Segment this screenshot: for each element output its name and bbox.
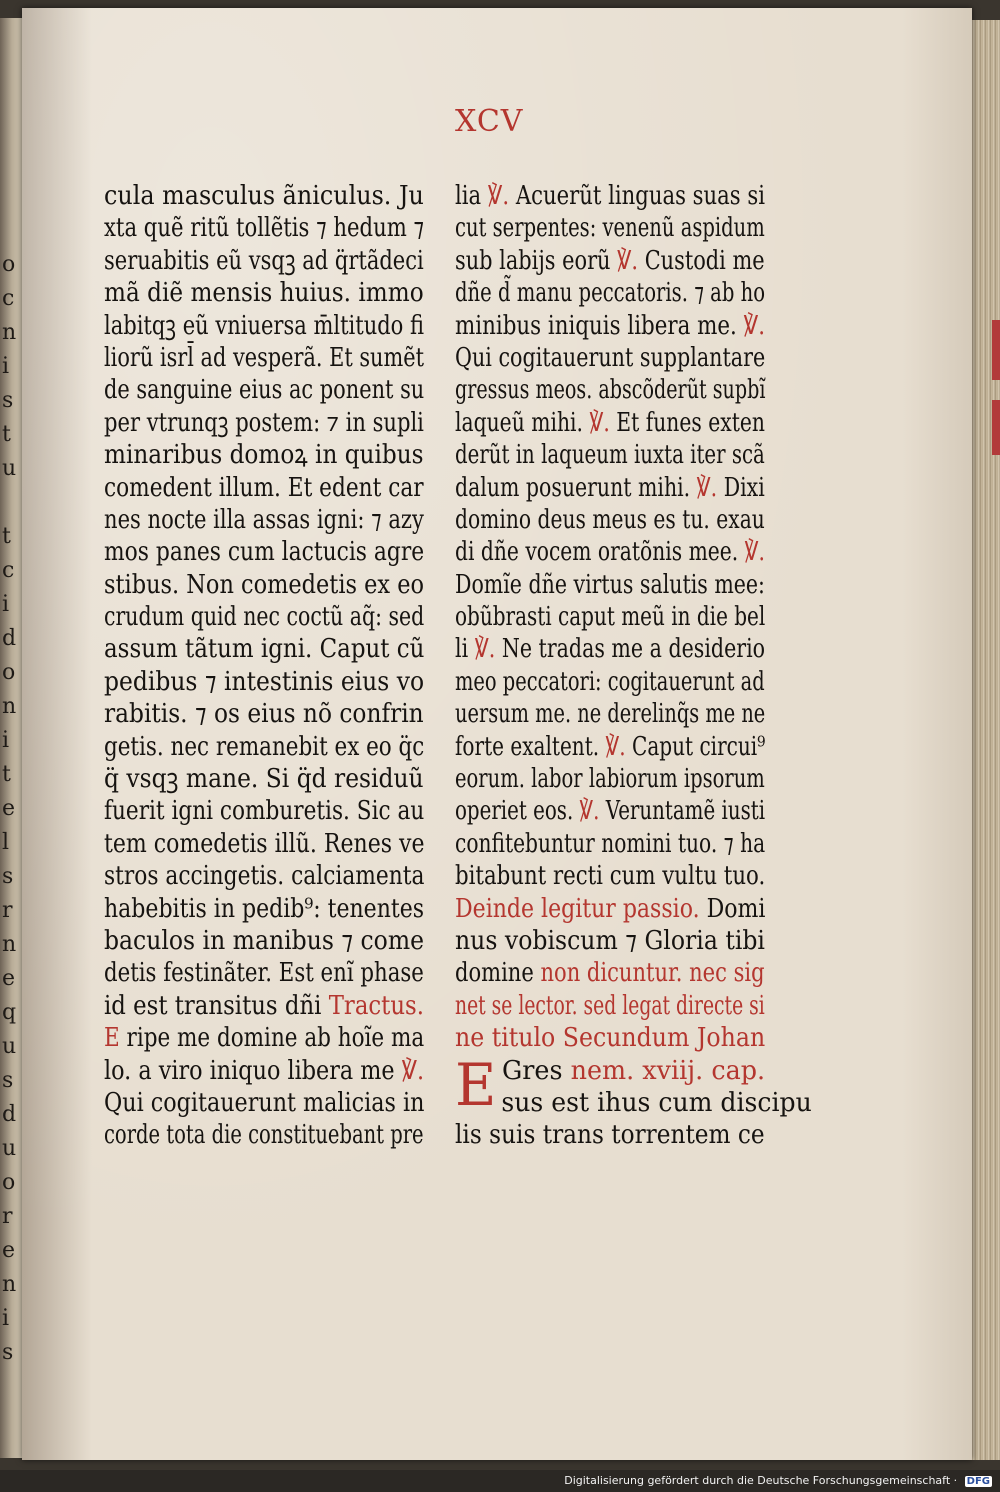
text-segment: baculos in manibus ⁊ come [104, 925, 425, 956]
text-segment: nes nocte illa assas igni: ⁊ azy [104, 504, 424, 535]
text-segment: tem comedetis illũ. Renes ve [104, 828, 425, 859]
text-segment: laqueũ mihi. [455, 407, 590, 438]
text-segment: Domi [699, 893, 766, 924]
text-segment: sub labijs eorũ [455, 245, 618, 276]
text-line [104, 277, 424, 309]
text-line [104, 472, 424, 504]
text-segment: Qui cogitauerunt supplantare [455, 342, 766, 373]
text-segment: stibus. Non comedetis ex eo [104, 569, 424, 600]
text-segment: cula masculus ãniculus. Ju [104, 181, 424, 211]
text-line [104, 1119, 424, 1151]
text-segment: Custodi me [638, 245, 765, 276]
text-segment: Gres [501, 1055, 563, 1086]
text-line [455, 536, 765, 568]
text-line [455, 212, 765, 244]
text-line [104, 342, 424, 374]
text-line [455, 763, 765, 795]
text-segment: de sanguine eius ac ponent su [104, 375, 425, 406]
text-segment: xta quẽ ritũ tollẽtis ⁊ hedum ⁊ [104, 213, 425, 244]
text-line [455, 666, 765, 698]
text-line [455, 180, 765, 212]
text-segment: habebitis in pedib⁹: tenentes [104, 893, 425, 924]
rubric-text: Tractus. [328, 990, 424, 1021]
text-line [455, 828, 766, 860]
bookmark-tab [992, 320, 1000, 380]
text-segment: rabitis. ⁊ os eius nõ confrin [104, 699, 424, 730]
text-line [455, 569, 765, 601]
text-line [104, 601, 425, 633]
credit-text: Digitalisierung gefördert durch die Deutsche Forschungsgemeinschaft [564, 1474, 951, 1487]
text-line [104, 731, 425, 763]
text-line [455, 860, 766, 892]
text-line [455, 1087, 812, 1119]
initial-letter: E [455, 1050, 497, 1119]
rubric-text: ℣. [744, 537, 765, 568]
text-line [104, 374, 425, 406]
text-line [104, 407, 424, 439]
text-line [455, 893, 766, 925]
text-segment: mã diẽ mensis huius. immo [104, 278, 424, 309]
text-segment: li [455, 634, 475, 665]
text-segment: obũbrasti caput meũ in die bel [455, 602, 766, 633]
rubric-text: ℣. [589, 407, 610, 438]
text-line [455, 925, 765, 957]
text-segment: derũt in laqueum iuxta iter scã [455, 440, 765, 471]
text-segment: sus est ihus cum discipu [501, 1087, 812, 1118]
text-segment: dalum posuerunt mihi. [455, 472, 697, 503]
text-segment: stros accingetis. calciamenta [104, 861, 425, 892]
rubric-text: nem. xviij. cap. [562, 1055, 766, 1086]
text-line [104, 180, 424, 212]
rubric-text: ℣. [605, 731, 626, 762]
previous-page-text: o c n i s t u t c i d o n i t e l s r n e q u s d u o r e n i s [2, 252, 16, 1365]
dfg-logo: DFG [966, 1476, 990, 1487]
text-segment: id est transitus dñi [104, 990, 329, 1021]
text-line [104, 860, 425, 892]
rubric-text: ne titulo Secundum Johan [455, 1023, 766, 1054]
text-segment: di dñe vocem oratõnis mee. [455, 537, 745, 568]
text-line [455, 374, 766, 406]
text-segment: Dixi [717, 472, 765, 503]
text-line [104, 666, 425, 698]
text-segment: domino deus meus es tu. exau [455, 504, 765, 535]
text-segment: Veruntamẽ iusti [599, 796, 766, 827]
text-segment: lo. a viro iniquo libera me [104, 1055, 402, 1086]
text-segment: fuerit igni comburetis. Sic au [104, 796, 425, 827]
text-line [455, 1119, 765, 1151]
text-line [455, 277, 766, 309]
text-segment: dñe d̃ manu peccatoris. ⁊ ab ho [455, 278, 766, 309]
text-segment: minibus iniquis libera me. [455, 310, 744, 341]
text-line [455, 795, 766, 827]
text-segment: labitqꝫ eũ vniuersa m̄ltitudo fi [104, 310, 425, 341]
text-segment: seruabitis eũ vsqꝫ ad q̈rtãdeci [104, 245, 424, 276]
text-line [104, 310, 425, 342]
text-segment: Qui cogitauerunt malicias in [104, 1087, 425, 1118]
text-segment: gressus meos. abscõderũt supbĩ [455, 375, 766, 406]
text-line [455, 504, 765, 536]
text-segment: minaribus domoꝝ in quibus [104, 440, 424, 471]
text-line [104, 925, 425, 957]
text-line [104, 439, 424, 471]
text-line [104, 245, 424, 277]
text-segment: comedent illum. Et edent car [104, 472, 424, 503]
folio-number: XCV [455, 104, 524, 139]
text-column-right [455, 180, 812, 1152]
text-segment: getis. nec remanebit ex eo q̈c [104, 731, 425, 762]
rubric-text: ℣. [474, 634, 496, 665]
text-line [104, 795, 425, 827]
text-segment: detis festinãter. Est enĩ phase [104, 958, 424, 989]
text-line [455, 731, 766, 763]
text-segment: uersum me. ne derelinq̃s me ne [455, 699, 766, 730]
rubric-text: ℣. [617, 245, 639, 276]
text-segment: Acuerũt linguas suas si [509, 181, 765, 211]
text-line [104, 957, 424, 989]
rubric-text: E [104, 1023, 120, 1054]
text-line [455, 957, 765, 989]
text-segment: forte exaltent. [455, 731, 606, 762]
text-segment: nus vobiscum ⁊ Gloria tibi [455, 925, 765, 956]
text-line [455, 601, 766, 633]
text-line [455, 310, 766, 342]
text-line [104, 504, 424, 536]
text-segment: domine [455, 958, 541, 989]
text-segment: liorũ isrl̄ ad vesperã. Et sumẽt [104, 342, 424, 373]
text-line [455, 1022, 766, 1054]
rubric-text: net se lector. sed legat directe si [455, 990, 765, 1021]
text-line [104, 536, 425, 568]
rubric-text: ℣. [743, 310, 766, 341]
text-segment: lis suis trans torrentem ce [455, 1120, 765, 1151]
text-segment: eorum. labor labiorum ipsorum [455, 764, 765, 795]
text-segment: assum tãtum igni. Caput cũ [104, 634, 425, 665]
text-line [455, 439, 765, 471]
text-line [104, 1022, 425, 1054]
digitization-credit: Digitalisierung gefördert durch die Deutsche Forschungsgemeinschaft · DFG [564, 1474, 990, 1487]
text-segment: Domĩe dñe virtus salutis mee: [455, 569, 765, 600]
rubric-text: non dicuntur. nec sig [540, 958, 765, 989]
text-line [104, 212, 425, 244]
text-segment: crudum quid nec coctũ aq̃: sed [104, 602, 425, 633]
text-line [104, 633, 425, 665]
text-segment: pedibus ⁊ intestinis eius vo [104, 666, 425, 697]
text-line [104, 1055, 425, 1087]
text-segment: Caput circui⁹ [625, 731, 766, 762]
text-segment: cut serpentes: venenũ aspidum [455, 213, 765, 244]
text-line [455, 245, 765, 277]
text-segment: q̈ vsqꝫ mane. Si q̈d residuũ [104, 764, 424, 795]
text-line [455, 633, 766, 665]
text-line [104, 990, 424, 1022]
text-segment: mos panes cum lactucis agre [104, 537, 425, 568]
bookmark-tab [992, 400, 1000, 455]
text-line [104, 569, 424, 601]
text-segment: Ne tradas me a desiderio [495, 634, 766, 665]
text-line [104, 893, 425, 925]
text-segment: meo peccatori: cogitauerunt ad [455, 666, 765, 697]
text-segment: lia [455, 181, 488, 211]
text-line [104, 1087, 425, 1119]
rubric-text: ℣. [579, 796, 600, 827]
text-line [455, 990, 765, 1022]
text-segment: Et funes exten [609, 407, 766, 438]
rubric-text: ℣. [487, 181, 510, 211]
text-line [455, 407, 766, 439]
text-segment: confitebuntur nomini tuo. ⁊ ha [455, 828, 766, 859]
text-line [104, 828, 425, 860]
text-line [455, 698, 766, 730]
text-line [455, 472, 765, 504]
text-line [104, 763, 424, 795]
text-column-left [104, 180, 434, 1152]
text-segment: operiet eos. [455, 796, 580, 827]
rubric-text: ℣. [401, 1055, 425, 1086]
text-line [104, 698, 424, 730]
text-segment: ripe me domine ab hoĩe ma [119, 1023, 425, 1054]
text-segment: per vtrunqꝫ postem: ⁊ in supli [104, 407, 424, 438]
text-segment: corde tota die constituebant pre [104, 1120, 424, 1151]
rubric-text: ℣. [696, 472, 718, 503]
rubric-text: Deinde legitur passio. [455, 893, 700, 924]
text-segment: bitabunt recti cum vultu tuo. [455, 861, 766, 892]
text-line [455, 342, 766, 374]
